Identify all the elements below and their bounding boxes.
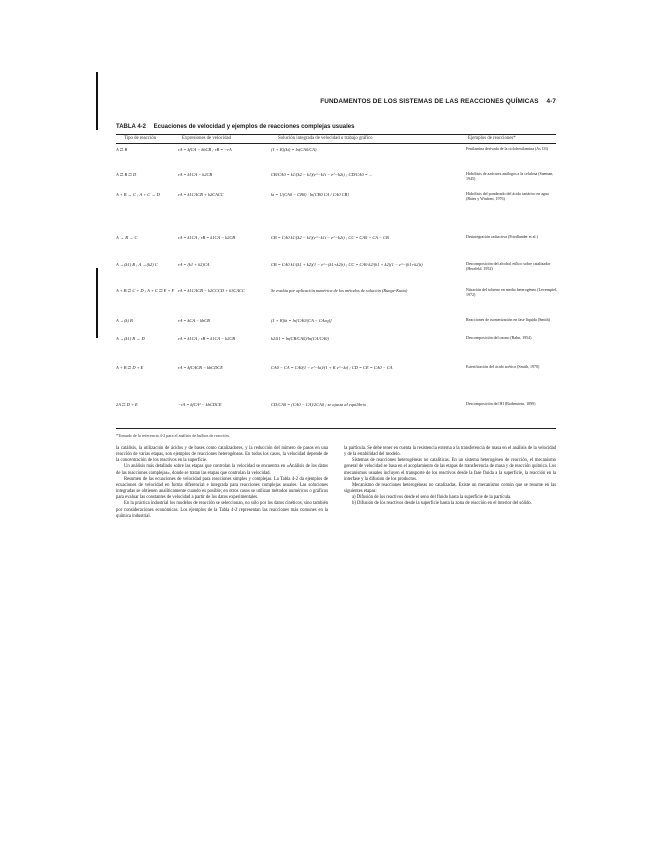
rate-expression-cell: rA = k1CA ; rB = k1CA − k2CB	[178, 336, 235, 341]
integrated-solution-cell: kt = 1/(CA0 − CB0) · ln[CB0 CA / CA0 CB]	[271, 192, 349, 197]
reaction-type-cell: A →(k) B	[116, 318, 133, 323]
table-row	[116, 365, 556, 399]
integrated-solution-cell: (1 + K)(kt) = ln(CA0/CA)	[271, 147, 317, 152]
example-reaction-cell: Descomposición del ozono (Bahn, 1954)	[466, 336, 532, 340]
body-column-left	[116, 446, 328, 520]
paragraph: Resumen de las ecuaciones de velocidad para reacciones simples y complejas. La Tabla 4-2 da ejemplos de ecuaciones de velocidad en forma diferencial e integrada para reacciones complejas usuales. Las soluciones integradas se obtienen analíticamente cuando es posible; en otros casos se utilizan métodos numéricos o gráficos para evaluar las constantes de velocidad a partir de los datos experimentales.	[116, 476, 328, 501]
rate-expression-cell: rA = kfCA − kbCB ; rB = −rA	[178, 147, 232, 152]
reaction-type-cell: A →(k1) B → D	[116, 336, 145, 341]
table-title: Ecuaciones de velocidad y ejemplos de reacciones complejas usuales	[153, 124, 355, 130]
table-row	[116, 147, 556, 169]
rate-expression-cell: rA = k1CA ; rB = k1CA − k2CB	[178, 235, 235, 240]
running-header	[300, 98, 556, 105]
margin-change-bar-lower	[96, 268, 98, 338]
paragraph: la partícula. Se debe tener en cuenta la resistencia externa a la transferencia de masa en el análisis de la velocidad y de la estabilidad del modelo.	[344, 446, 556, 458]
table-row	[116, 402, 556, 424]
paragraph: Mecanismo de reacciones heterogéneas no catalizadas. Existe un mecanismo común que se resume en las siguientes etapas:	[344, 482, 556, 495]
table-row	[116, 235, 556, 259]
paragraph: Un análisis más detallado sobre las etapas que controlan la velocidad se encuentra en «Análisis de los datos de las reacciones complejas», donde se tratan las etapas que controlan la velocidad.	[116, 464, 328, 476]
rate-expression-cell: rA = kfCACB − kbCDCE	[178, 365, 223, 370]
rate-expression-cell: rA = kCA − kbCB	[178, 318, 210, 323]
integrated-solution-cell: CB/CA0 = k1/(k2 − k1)(e^−k1t − e^−k2t) ; CD/CA0 = ...	[271, 172, 373, 177]
example-reaction-cell: Reacciones de isomerización en fase líquida (Smith)	[466, 318, 550, 322]
integrated-solution-cell: CB = CA0 k1/(k1 + k2)(1 − e^−(k1+k2)t) ; CC = CA0 k2/(k1 + k2)(1 − e^−(k1+k2)t)	[271, 262, 423, 267]
example-reaction-cell: Nitración del tolueno en medio heterogéneo (Levenspiel, 1972)	[466, 288, 558, 297]
paragraph: a) Difusión de los reactivos desde el seno del fluido hasta la superficie de la partícula.	[352, 495, 512, 501]
table-row	[116, 318, 556, 334]
example-reaction-cell: Fenilamina derivada de la ciclohexilamina (As O3)	[466, 147, 548, 151]
example-reaction-cell: Descomposición del HI (Bodenstein, 1899)	[466, 402, 536, 406]
table-caption	[116, 124, 556, 130]
reaction-type-cell: A + B ⇄ D + E	[116, 365, 144, 370]
reaction-type-cell: A → B → C	[116, 235, 138, 240]
table-row	[116, 288, 556, 316]
body-column-right	[344, 446, 556, 508]
column-header-type: Tipo de reacción	[124, 136, 157, 141]
reaction-type-cell: A ⇄ B	[116, 147, 128, 152]
rate-expression-cell: rA = k1CACB + k2CACC	[178, 192, 224, 197]
paragraph: la catálisis, la utilización de ácidos y de bases como catalizadores, y la reducción del número de pasos en una reacción de varias etapas, son ejemplos de reacciones heterogéneas. En todos los casos, la velocidad depende de la concentración de los reactivos en la superficie.	[116, 446, 328, 464]
integrated-solution-cell: Se evalúa por aplicación numérica de los métodos de solución (Runge-Kutta)	[271, 288, 408, 293]
column-header-examples: Ejemplos de reacciones*	[468, 136, 516, 141]
table-number: TABLA 4-2	[116, 124, 146, 130]
integrated-solution-cell: (1 + K)kt = ln[CA0/(CA − CAeq)]	[271, 318, 332, 323]
column-header-rate: Expresiones de velocidad	[182, 136, 232, 141]
example-reaction-cell: Hidrólisis del ponderado del ácido tartárico en agua (Bates y Wisdom, 1976)	[466, 192, 549, 201]
rate-expression-cell: rA = (k1 + k2)CA	[178, 262, 210, 267]
reaction-type-cell: A + B ⇄ C + D ; A + C ⇄ E + F	[116, 288, 175, 293]
table-row	[116, 262, 556, 286]
integrated-solution-cell: k2/k1 = ln(CB/CA0)/ln(CA/CA0)	[271, 336, 329, 341]
column-header-integrated: Solución integrada de velocidad o trabajo gráfico	[278, 136, 373, 141]
reaction-type-cell: A ⇄ B ⇄ D	[116, 172, 137, 177]
table-header-rule	[116, 143, 556, 144]
rate-expression-cell: −rA = kfCA² − kbCDCE	[178, 402, 222, 407]
running-title: FUNDAMENTOS DE LOS SISTEMAS DE LAS REACCIONES QUÍMICAS	[320, 98, 539, 105]
reaction-type-cell: A + B → C ; A + C → D	[116, 192, 160, 197]
paragraph: b) Difusión de los reactivos desde la superficie hasta la zona de reacción en el interior del sólido.	[352, 501, 532, 507]
integrated-solution-cell: CB = CA0 k1/(k2 − k1)(e^−k1t − e^−k2t) ; CC = CA0 − CA − CB	[271, 235, 389, 240]
example-reaction-cell: Hidrólisis de azúcares análogos a la celulosa (Saeman, 1945)	[466, 172, 554, 181]
table-footnote: *Tomado de la referencia 4-2 para el análisis de bulbos de reacción.	[116, 433, 230, 438]
page-number: 4-7	[546, 98, 556, 105]
table-top-rule	[116, 134, 556, 135]
paragraph: En la práctica industrial los modelos de reacción se seleccionan, no sólo por los datos cinéticos, sino también por consideraciones económicas. Los ejemplos de la Tabla 4-2 representan las reacciones más comunes en la química industrial.	[116, 501, 328, 519]
rate-expression-cell: rA = k1CACB − k2CCCD + k3CACC	[178, 288, 245, 293]
example-reaction-cell: Esterificación del ácido acético (Smith, 1970)	[466, 365, 540, 369]
example-reaction-cell: Desintegración radiactiva (Friedlander et al.)	[466, 235, 538, 239]
table-row	[116, 192, 556, 232]
paragraph: Sistemas de reacciones heterogéneas no catalíticas. En un sistema heterogéneo de reacción, el mecanismo general de velocidad se basa en el acoplamiento de las etapas de transferencia de masa y de reacción química. Los mecanismos usuales incluyen el transporte de los reactivos desde la fase fluida a la superficie, la reacción en la interfase y la difusión de los productos.	[344, 458, 556, 482]
integrated-solution-cell: CD/CA0 = (CA0 − CA)/2CA0 ; se ajusta al equilibrio	[271, 402, 367, 407]
rate-expression-cell: rA = k1CA − k2CB	[178, 172, 213, 177]
margin-change-bar	[96, 72, 98, 130]
table-bottom-rule	[116, 428, 556, 429]
reaction-type-cell: A →(k1) B ; A →(k2) C	[116, 262, 158, 267]
reaction-type-cell: 2A ⇄ D + E	[116, 402, 138, 407]
table-row	[116, 172, 556, 190]
table-row	[116, 336, 556, 362]
integrated-solution-cell: CA0 − CA = CA0(1 − e^−kt)/(1 + K e^−kt) ; CD = CE = CA0 − CA	[271, 365, 393, 370]
example-reaction-cell: Descomposición del alcohol etílico sobre catalizador (Herzfeld, 1952)	[466, 262, 551, 271]
